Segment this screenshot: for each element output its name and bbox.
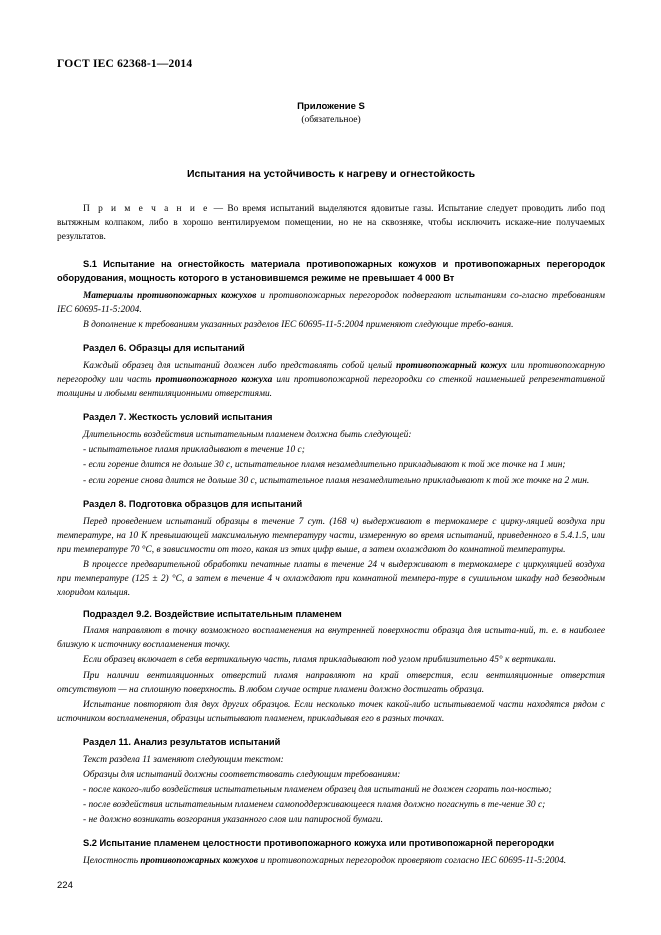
section-heading: S.2 Испытание пламенем целостности противопожарного кожуха или противопожарной перегородки	[83, 838, 555, 849]
section-paragraph: В дополнение к требованиям указанных разделов IEC 60695-11-5:2004 применяют следующие требо-вания.	[83, 319, 514, 330]
section-paragraph: Текст раздела 11 заменяют следующим текстом:	[83, 754, 284, 765]
section-heading: Раздел 11. Анализ результатов испытаний	[83, 737, 281, 747]
section-paragraph: Если образец включает в себя вертикальную часть, пламя прикладывают под углом приблизительно 45° к вертикали.	[83, 655, 556, 666]
page-title: Испытания на устойчивость к нагреву и огнестойкость	[186, 167, 476, 180]
section-paragraph: Перед проведением испытаний образцы в течение 7 сут. (168 ч) выдерживают в термокамере с цирку-ляцией воздуха при температуре, на 10 К превышающей максимальную температуру части, измеренную во время испытаний, приведенного в 5.4.1.5, или при температуре 70 °С, в зависимости от того, какая из этих цифр выше, а затем охлаждают до комнатной температуры.	[57, 516, 605, 555]
section-heading: Раздел 6. Образцы для испытаний	[83, 343, 245, 354]
section-paragraph: - если горение снова длится не дольше 30 с, испытательное пламя незамедлительно прикладывают к той же точке на 2 мин.	[83, 475, 590, 486]
section-heading: S.1 Испытание на огнестойкость материала противопожарных кожухов и противопожарных перегородок оборудования, мощность которого в установившемся режиме не превышает 4 000 Вт	[57, 258, 605, 283]
page-number: 224	[57, 880, 73, 891]
section-paragraph: Длительность воздействия испытательным пламенем должна быть следующей:	[83, 430, 412, 441]
section-paragraph: Образцы для испытаний должны соответствовать следующим требованиям:	[83, 770, 401, 781]
section-paragraph: В процессе предварительной обработки печатные платы в течение 24 ч выдерживают в термокамере с циркуляцией воздуха при температуре (125 ± 2) °С, а затем в течение 4 ч охлаждают при комнатной темпера-туре в сушильном шкафу над безводным хлоридом кальция.	[57, 559, 605, 599]
section-paragraph: Каждый образец для испытаний должен либо представлять собой целый противопожарный кожух или противопожарную перегородку или часть противопожарного кожуха или противопожарной перегородки со стенкой наименьшей репрезентативной толщины и любыми вентиляционными отверстиями.	[57, 361, 605, 400]
section-heading: Раздел 7. Жесткость условий испытания	[83, 412, 273, 423]
document-standard-header: ГОСТ IEC 62368-1—2014	[57, 58, 193, 70]
section-paragraph: - после какого-либо воздействия испытательным пламенем образец для испытаний не должен сгорать пол-ностью;	[83, 785, 552, 796]
note-text: — Во время испытаний выделяются ядовитые газы. Испытание следует проводить либо под вытяжным колпаком, либо в хорошо вентилируемом помещении, но не на сквозняке, чтобы исключить искаже-ние получаемых результатов.	[57, 203, 606, 242]
annex-heading	[57, 100, 605, 128]
section-paragraph: Материалы противопожарных кожухов и противопожарных перегородок подвергают испытаниям со-гласно требованиям IEC 60695-11-5:2004.	[57, 290, 605, 315]
section-paragraph: Целостность противопожарных кожухов и противопожарных перегородок проверяют согласно IEC 60695-11-5:2004.	[83, 856, 567, 867]
section-heading: Раздел 8. Подготовка образцов для испытаний	[83, 498, 303, 509]
section-paragraph: - испытательное пламя прикладывают в течение 10 с;	[83, 445, 305, 456]
section-paragraph: Испытание повторяют для двух других образцов. Если несколько точек какой-либо испытываемой части находятся рядом с источником воспламенения, образцы испытывают пламенем, прикладывая его в разных точках.	[57, 699, 605, 724]
annex-subtitle: (обязательное)	[301, 114, 361, 125]
section-paragraph: Пламя направляют в точку возможного воспламенения на внутренней поверхности образца для испыта-ний, т. е. в наиболее близкую к источнику воспламенения точку.	[57, 626, 605, 651]
section-paragraph: При наличии вентиляционных отверстий пламя направляют на край отверстия, если вентиляционные отверстия отсутствуют — на сплошную поверхность. В любом случае острие пламени должно достигать образца.	[57, 670, 605, 695]
section-paragraph: - после воздействия испытательным пламенем самоподдерживающееся пламя должно погаснуть в те-чение 30 с;	[83, 800, 546, 811]
note-paragraph	[57, 202, 605, 244]
subsection-heading: Подраздел 9.2. Воздействие испытательным пламенем	[83, 609, 342, 620]
annex-title: Приложение S	[297, 101, 365, 112]
page-content	[57, 58, 605, 870]
section-paragraph: - если горение длится не дольше 30 с, испытательное пламя незамедлительно прикладывают к той же точке на 1 мин;	[83, 460, 566, 471]
note-label: П р и м е ч а н и е	[83, 203, 210, 214]
section-paragraph: - не должно возникать возгорания указанного слоя или папиросной бумаги.	[83, 815, 383, 826]
